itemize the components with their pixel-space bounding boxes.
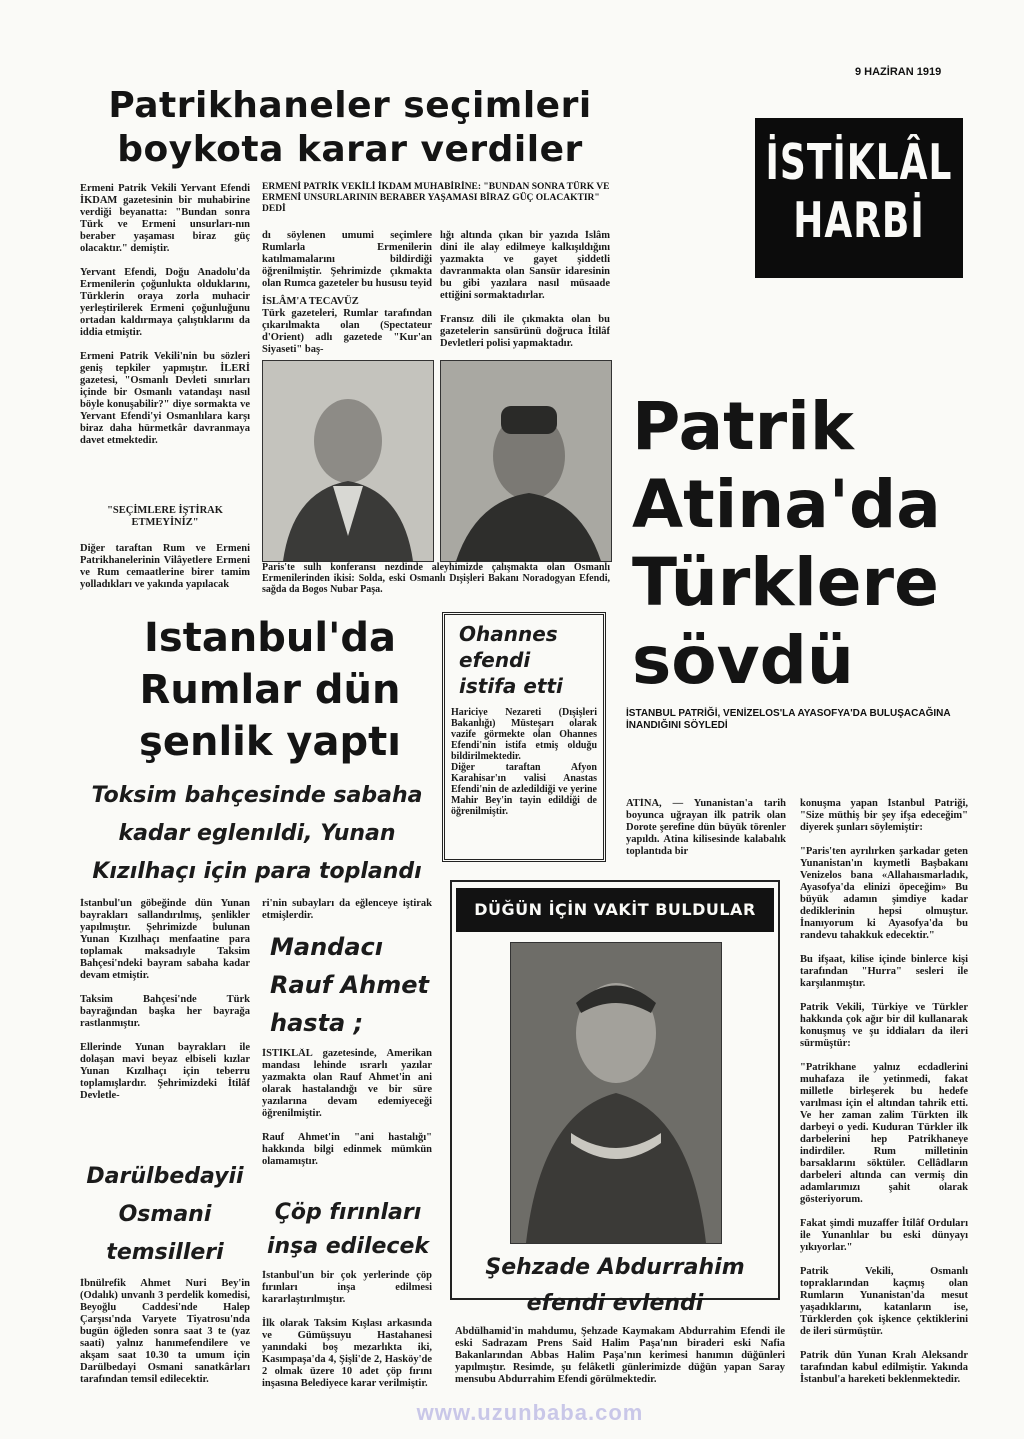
patrik-headline-line4: sövdü (632, 622, 854, 699)
ohannes-headline (451, 621, 597, 699)
dugun-headline-line2: efendi evlendi (526, 1291, 704, 1316)
patrik-headline-line2: Atina'da (632, 466, 941, 543)
patrik-subhead: İSTANBUL PATRİĞİ, VENİZELOS'LA AYASOFYA'DA BULUŞACAĞINA İNANDIĞINI SÖYLEDİ (626, 708, 951, 731)
cop-headline-line1: Çöp fırınları (274, 1200, 422, 1225)
photo-noradogyan (262, 360, 434, 562)
dugun-headline-line1: Şehzade Abdurrahim (485, 1255, 745, 1280)
col1-text2: Diğer taraftan Rum ve Ermeni Patrikhanelerinin Vilâyetlere Ermeni ve Rum cemaatlerine birer tamim yolladıkları ve yakında yapılacak (80, 543, 250, 590)
istanbul-headline (120, 612, 420, 768)
cop-text: İstanbul'un bir çok yerlerinde çöp fırınları inşa edilmesi kararlaştırılmıştır. İlk olarak Taksim Kışlası arkasında ve Gümüşsuyu Hastahanesi yanındaki boş mezarlıkta iki, Kasımpaşa'da 4, Şişli'de 2, Hasköy'de 2 olmak üzere 10 adet çöp fırını inşasına Belediyece karar verilmiştir. (262, 1270, 432, 1389)
darulbedayi-headline-line3: temsilleri (106, 1240, 224, 1265)
ohannes-text: Hariciye Nezareti (Dışişleri Bakanlığı) Müsteşarı olarak vazife görmekte olan Ohannes Efendi'nin istifa etmiş olduğu bildirilmektedir. Diğer taraftan Afyon Karahisar'ın valisi Anastas Efendi'nin de azledildiği ve yerine Mahir Bey'in tayin edildiği de öğrenilmiştir. (451, 707, 597, 817)
istanbul-headline-line3: şenlik yaptı (139, 719, 401, 765)
darulbedayi-headline-line2: Osmani (118, 1202, 212, 1227)
col2-text2: Türk gazeteleri, Rumlar tarafından çıkarılmakta olan (Spectateur d'Orient) adlı gazetede "Kur'an Siyaseti" baş- (262, 308, 432, 355)
ohannes-box (442, 612, 606, 862)
main-headline (95, 84, 605, 172)
patrik-headline-line1: Patrik (632, 388, 854, 465)
col3-text: lığı altında çıkan bir yazıda İslâm dini ile alay edilmeye kalkışıldığını yazmakta ve gayet şiddetli davranmakta olan Sansür idaresinin bu gibi yazılara nasıl müsaade ettiğini sormaktadırlar. Fransız dili ile çıkmakta olan bu gazetelerin sansürünü doğruca İtilâf Devletleri polisi yapmaktadır. (440, 230, 610, 349)
col1-subhead: "SEÇİMLERE İŞTİRAK ETMEYİNİZ" (107, 505, 223, 528)
dugun-banner: DÜĞÜN İÇİN VAKİT BULDULAR (456, 888, 774, 932)
col1-text: Ermeni Patrik Vekili Yervant Efendi İKDAM gazetesinin bir muhabirine verdiği beyanatta: "Bundan sonra Türk ve Ermeni unsurları-nın beraber yaşaması biraz güç olacaktır." demiştir. Yervant Efendi, Doğu Anadolu'da Ermenilerin çoğunlukta olduklarını, Türklerin oraya zorla muhacir yerleştirilerek Ermeni çoğunluğunu ortadan kaldırmaya çalıştıklarını da iddia etmiştir. Ermeni Patrik Vekili'nin bu sözleri geniş tepkiler yapmıştır. İLERİ gazetesi, "Osmanlı Devleti sınırları içinde bir Osmanlı vatandaşı nasıl böyle konuşabilir?" diye sormakta ve Yervant Efendi'yi Osmanlılara karşı biraz daha hürmetkâr davranmaya davet etmektedir. (80, 183, 250, 446)
ohannes-headline-line1: Ohannes (459, 622, 558, 646)
main-headline-line1: Patrikhaneler seçimleri (108, 85, 592, 126)
mandaci-headline (270, 928, 435, 1042)
istanbul-text-right: ri'nin subayları da eğlenceye iştirak etmişlerdir. (262, 898, 432, 921)
dugun-headline (455, 1250, 775, 1322)
istanbul-text-left: İstanbul'un göbeğinde dün Yunan bayrakları sallandırılmış, şenlikler yapılmıştır. Şehrimizde bulunan Yunan Kızılhaçı menfaatine para toplamak maksadıyle Taksim Bahçesi'ndeki bayram sabaha kadar devam etmiştir. Taksim Bahçesi'nde Türk bayrağından başka her bayrağa rastlanmıştır. Ellerinde Yunan bayrakları ile dolaşan mavi beyaz elbiseli kızlar Yunan Kızılhaçı için teberru toplamışlardır. Şehrimizdeki İtilâf Devletle- (80, 898, 250, 1101)
section-box (755, 118, 963, 278)
istanbul-subhead-line2: kadar eglenıldi, Yunan (118, 821, 396, 846)
mandaci-headline-line2: Rauf Ahmet (270, 971, 429, 999)
top-subheadline: ERMENİ PATRİK VEKİLİ İKDAM MUHABİRİNE: "BUNDAN SONRA TÜRK VE ERMENİ UNSURLARININ BERABER YAŞAMASI BİRAZ GÜÇ OLACAKTIR" DEDİ (262, 182, 610, 214)
ohannes-headline-line2: efendi (459, 648, 531, 672)
cop-headline (262, 1196, 434, 1264)
cop-headline-line2: inşa edilecek (266, 1234, 430, 1259)
photo-bogos-nubar (440, 360, 612, 562)
darulbedayi-text: İbnülrefik Ahmet Nuri Bey'in (Odalık) unvanlı 3 perdelik komedisi, Beyoğlu Caddesi'nde Halep Çarşısı'nda Varyete Tiyatrosu'nda bugün öğleden sonra saat 3 te (yaz saati) yalnız hanımefendilere ve akşam saat 10.30 ta umum için Darülbedayi Osmani sanatkârları tarafından temsil edilecektir. (80, 1278, 250, 1385)
patrik-headline-line3: Türklere (632, 544, 939, 621)
col2-text: dı söylenen umumi seçimlere Rumlarla Ermenilerin katılmamalarını bildirdiği öğrenilmiştir. Şehrimizde çıkmakta olan Rumca gazeteler bu hususu teyid (262, 230, 432, 289)
darulbedayi-headline (80, 1158, 250, 1272)
section-title-line2: HARBİ (793, 193, 925, 249)
mandaci-text: İSTİKLÂL gazetesinde, Amerikan mandası lehinde ısrarlı yazılar yazmakta olan Rauf Ahmet'in ani olarak hastalandığı ve bir süre yazılarına devam edemiyeceği öğrenilmiştir. Rauf Ahmet'in "ani hastalığı" hakkında bilgi edinmek mümkün olamamıştır. (262, 1048, 432, 1167)
dugun-text: Abdülhamid'in mahdumu, Şehzade Kaymakam Abdurrahim Efendi ile eski Sadrazam Prens Said Halim Paşa'nın biraderi eski Nafia Bakanlarından Abbas Halim Paşa'nın kerimesi hanımın düğünleri yapılmıştır. Resimde, şu felâketli günlerimizde düğün yapan Saray mensubu Abdurrahim Efendi görülmektedir. (455, 1326, 785, 1385)
section-title-line1: İSTİKLÂL (765, 135, 953, 191)
darulbedayi-headline-line1: Darülbedayii (86, 1164, 244, 1189)
photo-caption: Paris'te sulh konferansı nezdinde aleyhimizde çalışmakta olan Osmanlı Ermenilerinden ikisi: Solda, eski Osmanlı Dışişleri Bakanı Noradogyan Efendi, sağda da Bogos Nubar Paşa. (262, 562, 610, 595)
watermark: www.uzunbaba.com (416, 1400, 644, 1425)
date-label: 9 HAZİRAN 1919 (855, 66, 942, 78)
istanbul-subhead-line1: Toksim bahçesinde sabaha (91, 783, 423, 808)
patrik-headline (632, 388, 962, 700)
patrik-text-left: ATİNA, — Yunanistan'a tarih boyunca uğrayan ilk patrik olan Dorote şerefine dün büyük törenler yapıldı. Atina kilisesinde kalabalık toplantıda bir (626, 798, 786, 857)
main-headline-line2: boykota karar verdiler (117, 129, 583, 170)
col2-subhead: İSLÂM'A TECAVÜZ (262, 296, 359, 307)
istanbul-subhead (82, 777, 432, 891)
mandaci-headline-line1: Mandacı (270, 933, 383, 961)
mandaci-headline-line3: hasta ; (270, 1009, 364, 1037)
istanbul-headline-line1: Istanbul'da (144, 615, 396, 661)
istanbul-headline-line2: Rumlar dün (139, 667, 401, 713)
patrik-text-right: konuşma yapan İstanbul Patriği, "Size müthiş bir şey ifşa edeceğim" diyerek şunları söylemiştir: "Paris'ten ayrılırken şarkadar geten Yunanistan'ın kıymetli Başbakanı Venizelos bana «Allahaısmarladık, Ayasofya'da elinizi öpeceğim» Bu büyük adamın şimdiye kadar dediklerinin hepsi olmuştur. İnanıyorum ki Ayasofya'da bu randevu tahakkuk edecektir." Bu ifşaat, kilise içinde binlerce kişi tarafından "Hurra" sesleri ile karşılanmıştır. Patrik Vekili, Türkiye ve Türkler hakkında çok ağır bir dil kullanarak konuşmuş ve şu iddiaları da ileri sürmüştür: "Patrikhane yalnız ecdadlerini muhafaza ile yetinmedi, fakat milletle birleşerek bu hedefe varılması için el altından tahrik etti. Ve her zaman zalim Türkten ilk darbeyi o yedi. Kuduran Türkler ilk darbelerini hep Patrikhaneye indirdiler. Rum milletinin barsaklarını söktüler. Cellâdların darbeleri altında can vermiş din adamlarımızı şahit olarak gösteriyorum. Fakat şimdi muzaffer İtilâf Orduları ile Yunanlılar bu eski dünyayı yıkıyorlar." Patrik Vekili, Osmanlı topraklarından kaçmış olan Rumların Yunanistan'da mesut yaşadıklarını, katanların ise, Türklerden çok işkence çektiklerini de ileri sürmüştür. Patrik dün Yunan Kralı Aleksandr tarafından kabul edilmiştir. Yakında İstanbul'a hareketi beklenmektedir. (800, 798, 968, 1385)
photo-abdurrahim (510, 942, 722, 1244)
istanbul-subhead-line3: Kızılhaçı için para toplandı (92, 859, 422, 884)
ohannes-headline-line3: istifa etti (459, 674, 563, 698)
